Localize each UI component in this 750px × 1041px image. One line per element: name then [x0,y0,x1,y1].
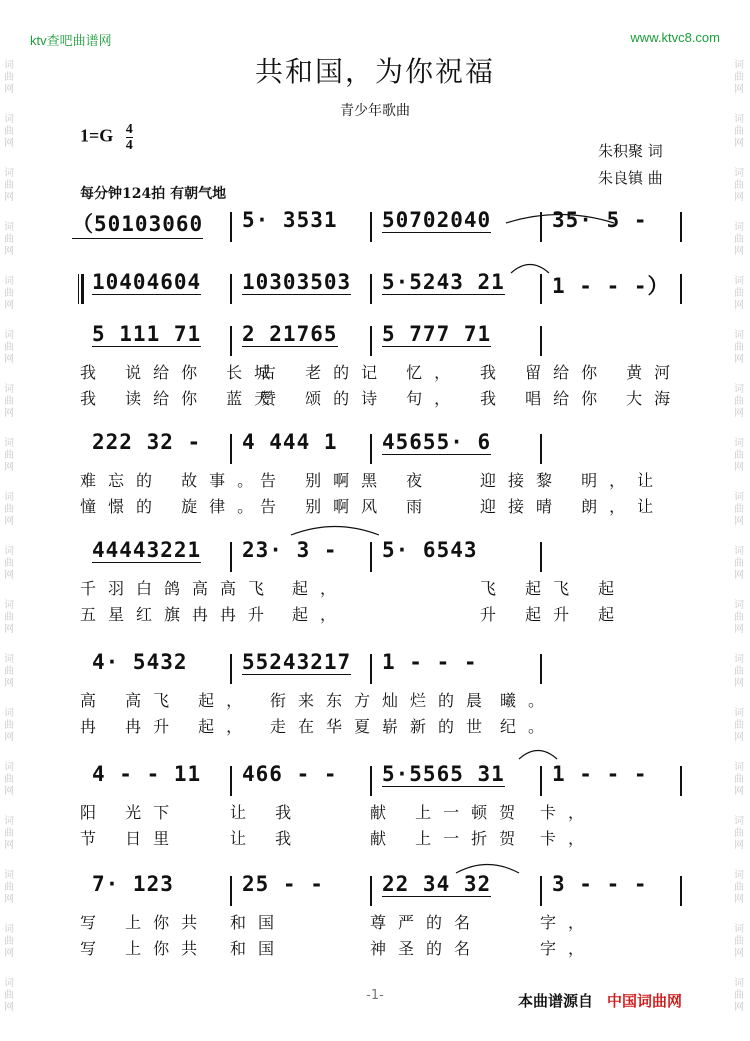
key-signature [80,122,133,153]
watermark-char: 网 [734,246,744,257]
lyric-phrase: 冉 冉升 起， [80,717,255,736]
watermark-char: 网 [734,732,744,743]
watermark-char: 曲 [734,936,744,947]
barline [680,212,682,242]
lyrics-verse-1 [80,574,680,600]
watermark-char: 曲 [734,342,744,353]
measure-group: 5·5243 21 [382,270,505,294]
stave-6 [80,650,680,738]
watermark-char: 曲 [4,990,14,1001]
watermark-char: 词 [4,330,14,341]
watermark-char: 网 [4,732,14,743]
watermark-char: 网 [4,1002,14,1013]
measure-group: 2 21765 [242,322,338,346]
slur-mark [518,746,558,760]
watermark-char: 曲 [4,828,14,839]
watermark-char: 词 [734,60,744,71]
measure-group: 466 - - [242,762,338,786]
lyric-phrase: 憧憬的 旋律。 [80,497,266,516]
lyric-phrase: 五星红旗冉冉升 [80,605,277,624]
watermark-char: 网 [734,300,744,311]
lyric-phrase: 走在华夏崭新的世 [270,717,495,736]
lyric-phrase: 迎接黎 明，让 [480,471,666,490]
slur-mark [510,260,550,274]
lyrics-verse-2 [80,492,680,518]
watermark-char: 网 [734,948,744,959]
lyric-phrase: 字， [540,939,597,958]
lyrics-verse-1 [80,686,680,712]
barline [230,542,232,572]
lyric-phrase: 我 留给你 黄河 [480,363,683,382]
measure-group: 35· 5 - [552,208,648,232]
lyric-phrase: 让 我 [230,829,304,848]
repeat-barline [78,274,84,304]
lyric-phrase: 衔来东方灿烂的晨 [270,691,495,710]
lyric-phrase: 阳 光下 [80,803,182,822]
watermark-char: 网 [734,192,744,203]
measure-group: 5 777 71 [382,322,492,346]
watermark-char: 词 [4,924,14,935]
barline [680,876,682,906]
watermark-char: 词 [734,384,744,395]
watermark-char: 曲 [734,774,744,785]
lyric-phrase: 迎接晴 朗，让 [480,497,666,516]
watermark-char: 词 [4,870,14,881]
lyric-phrase: 难忘的 故事。 [80,471,266,490]
composer-credit: 朱良镇 曲 [598,169,663,187]
barline [540,766,542,796]
watermark-char: 词 [4,762,14,773]
measure-group: 50702040 [382,208,492,232]
measure-group: 1 - - - [382,650,478,674]
watermark-char: 曲 [4,612,14,623]
watermark-char: 网 [4,84,14,95]
lyric-phrase: 我 唱给你 大海 [480,389,683,408]
watermark-char: 词 [4,978,14,989]
stave-5 [80,538,680,626]
watermark-char: 网 [4,678,14,689]
measure-group: 7· 123 [92,872,174,896]
watermark-char: 曲 [734,882,744,893]
notes-row [80,762,680,798]
barline [370,434,372,464]
watermark-char: 网 [734,894,744,905]
lyric-phrase: 我 说给你 长城 [80,363,283,382]
source-credit [518,990,682,1011]
lyric-phrase: 和国 [230,939,287,958]
page-number: -1- [366,988,384,1003]
measure-group: 5·5565 31 [382,762,505,786]
notes-row [80,270,680,306]
lyric-phrase: 起， [292,579,349,598]
watermark-char: 词 [734,762,744,773]
watermark-char: 曲 [4,234,14,245]
lyric-phrase: 告 别啊黑 夜 [260,471,435,490]
lyric-phrase: 写 上你共 [80,913,210,932]
barline [540,654,542,684]
watermark-char: 网 [4,246,14,257]
barline [230,274,232,304]
lyric-phrase: 纪。 [500,717,557,736]
barline [540,542,542,572]
watermark-char: 网 [4,138,14,149]
barline [680,766,682,796]
watermark-char: 曲 [734,288,744,299]
watermark-char: 网 [4,840,14,851]
stave-2 [80,270,680,306]
watermark-char: 词 [4,654,14,665]
watermark-char: 网 [734,84,744,95]
watermark-char: 词 [734,870,744,881]
watermark-char: 词 [4,114,14,125]
time-bottom: 4 [125,138,133,153]
notes-row [80,322,680,358]
watermark-char: 网 [734,786,744,797]
slur-mark [455,860,520,874]
lyrics-verse-1 [80,798,680,824]
watermark-char: 词 [4,546,14,557]
watermark-char: 网 [4,408,14,419]
watermark-char: 词 [734,276,744,287]
watermark-char: 曲 [4,558,14,569]
measure-group: 4 444 1 [242,430,338,454]
measure-group: 5· 6543 [382,538,478,562]
lyrics-verse-2 [80,824,680,850]
notes-row [80,872,680,908]
measure-group: 5· 3531 [242,208,338,232]
measure-group: 5 111 71 [92,322,202,346]
barline [230,876,232,906]
watermark-char: 曲 [4,126,14,137]
lyric-phrase: 我 读给你 蓝天 [80,389,283,408]
measure-group: 44443221 [92,538,202,562]
time-top: 4 [125,122,133,137]
watermark-char: 词 [4,276,14,287]
measure-group: 1 - - -） [552,274,670,298]
watermark-char: 网 [734,138,744,149]
watermark-char: 词 [734,546,744,557]
stave-8 [80,872,680,960]
watermark-char: 曲 [734,504,744,515]
lyric-phrase: 升 起升 起 [480,605,627,624]
watermark-right [734,60,746,1032]
lyric-phrase: 和国 [230,913,287,932]
watermark-char: 曲 [4,450,14,461]
lyrics-verse-1 [80,358,683,384]
lyric-phrase: 千羽白鸽高高飞 [80,579,277,598]
barline [680,274,682,304]
watermark-char: 曲 [4,666,14,677]
watermark-char: 词 [4,384,14,395]
lyrics-verse-2 [80,934,680,960]
watermark-char: 词 [734,438,744,449]
measure-group: 10303503 [242,270,352,294]
measure-group: 23· 3 - [242,538,338,562]
measure-group: 4 - - 11 [92,762,202,786]
slur-mark [505,210,615,224]
watermark-char: 网 [734,462,744,473]
watermark-char: 网 [734,678,744,689]
watermark-char: 曲 [4,72,14,83]
source-site-link[interactable]: 中国词曲网 [607,992,683,1010]
watermark-char: 词 [734,492,744,503]
watermark-char: 网 [4,570,14,581]
song-title: 共和国，为你祝福 [254,55,495,88]
watermark-char: 曲 [734,612,744,623]
tempo-marking: 每分钟124拍 有朝气地 [80,186,227,202]
lyric-phrase: 曦。 [500,691,557,710]
watermark-char: 网 [4,462,14,473]
barline [370,654,372,684]
watermark-char: 曲 [734,450,744,461]
watermark-char: 网 [734,624,744,635]
watermark-char: 词 [4,438,14,449]
watermark-char: 词 [734,816,744,827]
barline [370,542,372,572]
watermark-char: 曲 [4,396,14,407]
lyric-phrase: 神圣的名 [370,939,483,958]
stave-3 [80,322,683,410]
measure-group: 55243217 [242,650,352,674]
barline [230,766,232,796]
watermark-char: 曲 [4,180,14,191]
barline [370,766,372,796]
watermark-char: 网 [4,948,14,959]
notes-row [80,538,680,574]
lyric-phrase: 献 上一折贺 [370,829,528,848]
watermark-char: 曲 [734,126,744,137]
lyrics-verse-2 [80,384,683,410]
lyric-phrase: 高 高飞 起， [80,691,255,710]
lyric-phrase: 卡， [540,829,597,848]
song-subtitle: 青少年歌曲 [340,103,410,119]
watermark-char: 网 [734,840,744,851]
watermark-char: 曲 [734,72,744,83]
measure-group: 22 34 32 [382,872,492,896]
lyric-phrase: 古 老的记 忆， [260,363,463,382]
site-name-left[interactable]: ktv查吧曲谱网 [30,33,112,48]
measure-group: 10404604 [92,270,202,294]
watermark-char: 词 [4,600,14,611]
measure-group: 3 - - - [552,872,648,896]
watermark-char: 网 [4,192,14,203]
watermark-char: 网 [4,354,14,365]
stave-7 [80,762,680,850]
watermark-char: 词 [734,600,744,611]
watermark-char: 词 [734,114,744,125]
watermark-char: 网 [734,570,744,581]
barline [540,434,542,464]
watermark-char: 曲 [734,180,744,191]
watermark-char: 网 [734,354,744,365]
barline [230,434,232,464]
lyric-phrase: 节 日里 [80,829,182,848]
watermark-char: 曲 [734,396,744,407]
barline [370,274,372,304]
watermark-char: 词 [734,168,744,179]
watermark-char: 词 [4,222,14,233]
watermark-char: 曲 [734,558,744,569]
barline [370,326,372,356]
watermark-char: 曲 [734,990,744,1001]
watermark-char: 曲 [4,720,14,731]
slur-mark [290,522,380,536]
barline [540,274,542,304]
barline [540,326,542,356]
time-signature [126,122,133,153]
lyric-phrase: 献 上一顿贺 [370,803,528,822]
lyric-phrase: 飞 起飞 起 [480,579,627,598]
measure-group: 4· 5432 [92,650,188,674]
watermark-char: 词 [4,816,14,827]
watermark-char: 网 [4,786,14,797]
watermark-char: 曲 [4,882,14,893]
lyric-phrase: 字， [540,913,597,932]
notes-row [80,430,680,466]
lyric-phrase: 赞 颂的诗 句， [260,389,463,408]
watermark-char: 词 [4,492,14,503]
measure-group: （50103060 [72,208,203,239]
notes-row [80,650,680,686]
watermark-char: 词 [734,978,744,989]
barline [230,654,232,684]
watermark-char: 词 [4,708,14,719]
watermark-char: 词 [734,222,744,233]
lyric-phrase: 写 上你共 [80,939,210,958]
measure-group: 1 - - - [552,762,648,786]
barline [370,212,372,242]
watermark-char: 词 [734,330,744,341]
watermark-char: 曲 [734,828,744,839]
key-label: 1=G [80,125,114,146]
stave-4 [80,430,680,518]
barline [540,876,542,906]
watermark-char: 曲 [4,342,14,353]
watermark-char: 网 [4,894,14,905]
watermark-char: 网 [4,300,14,311]
lyric-phrase: 尊严的名 [370,913,483,932]
watermark-char: 曲 [4,936,14,947]
lyrics-verse-2 [80,600,680,626]
lyric-phrase: 卡， [540,803,597,822]
watermark-char: 词 [4,168,14,179]
watermark-char: 词 [734,924,744,935]
watermark-char: 网 [4,516,14,527]
watermark-char: 曲 [4,288,14,299]
measure-group: 222 32 - [92,430,202,454]
site-url-right[interactable]: www.ktvc8.com [630,30,720,45]
watermark-char: 词 [734,654,744,665]
watermark-char: 词 [734,708,744,719]
lyric-phrase: 让 我 [230,803,304,822]
lyric-phrase: 告 别啊风 雨 [260,497,435,516]
measure-group: 45655· 6 [382,430,492,454]
watermark-char: 曲 [734,666,744,677]
measure-group: 25 - - [242,872,324,896]
barline [230,212,232,242]
lyrics-verse-2 [80,712,680,738]
watermark-char: 曲 [734,720,744,731]
watermark-char: 网 [734,1002,744,1013]
watermark-char: 曲 [734,234,744,245]
barline [370,876,372,906]
watermark-char: 网 [4,624,14,635]
lyrics-verse-1 [80,466,680,492]
watermark-char: 网 [734,516,744,527]
lyric-phrase: 起， [292,605,349,624]
watermark-left [4,60,16,1032]
watermark-char: 曲 [4,774,14,785]
lyrics-verse-1 [80,908,680,934]
watermark-char: 曲 [4,504,14,515]
barline [230,326,232,356]
lyricist-credit: 朱积聚 词 [598,142,663,160]
watermark-char: 词 [4,60,14,71]
source-label: 本曲谱源自 [518,992,594,1010]
watermark-char: 网 [734,408,744,419]
